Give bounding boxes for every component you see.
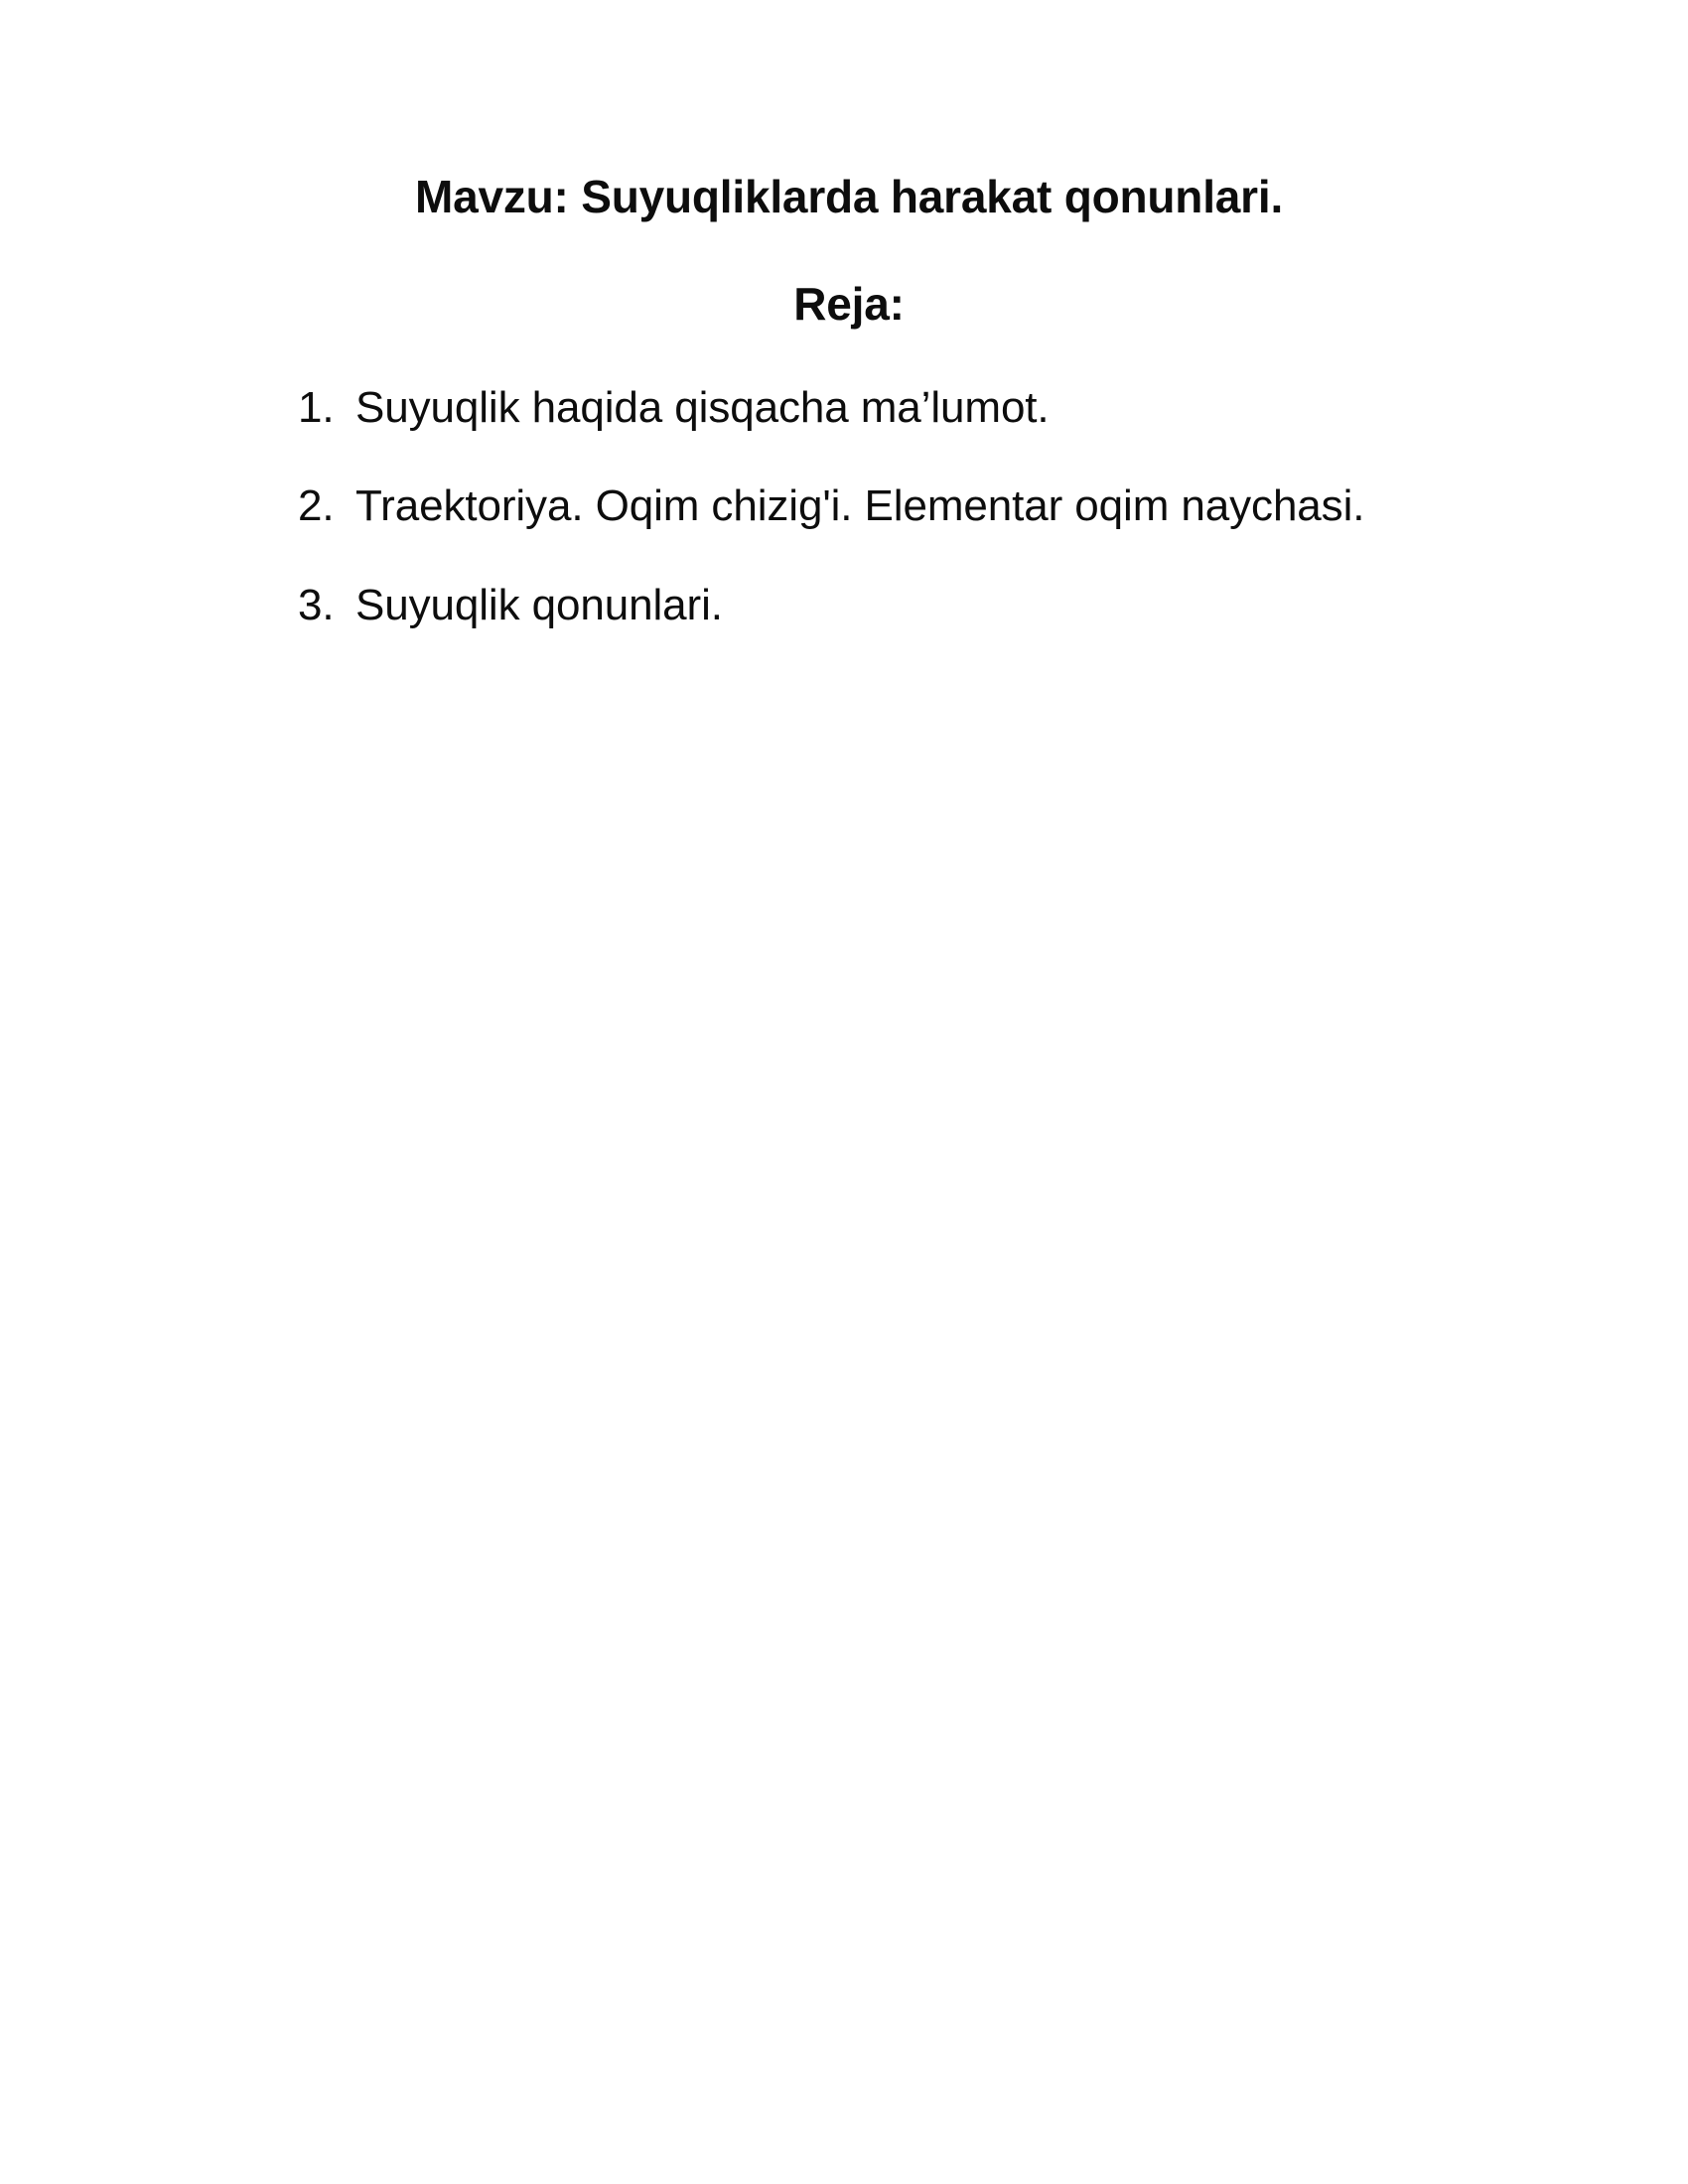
- list-item-marker: 3.: [298, 580, 335, 629]
- list-item-marker: 2.: [298, 481, 335, 531]
- plan-heading: Reja:: [793, 278, 905, 331]
- list-item-text: Traektoriya. Oqim chizig'i. Elementar oqim naychasi.: [355, 481, 1365, 531]
- list-item-text: Suyuqlik haqida qisqacha ma’lumot.: [355, 383, 1050, 433]
- list-item: [298, 478, 1400, 534]
- document-content: [298, 169, 1400, 633]
- list-item: [298, 577, 1400, 633]
- list-item: [298, 379, 1400, 436]
- page-title: Mavzu: Suyuqliklarda harakat qonunlari.: [414, 171, 1284, 222]
- plan-list: [298, 379, 1400, 633]
- list-item-text: Suyuqlik qonunlari.: [355, 580, 723, 629]
- list-item-marker: 1.: [298, 383, 335, 433]
